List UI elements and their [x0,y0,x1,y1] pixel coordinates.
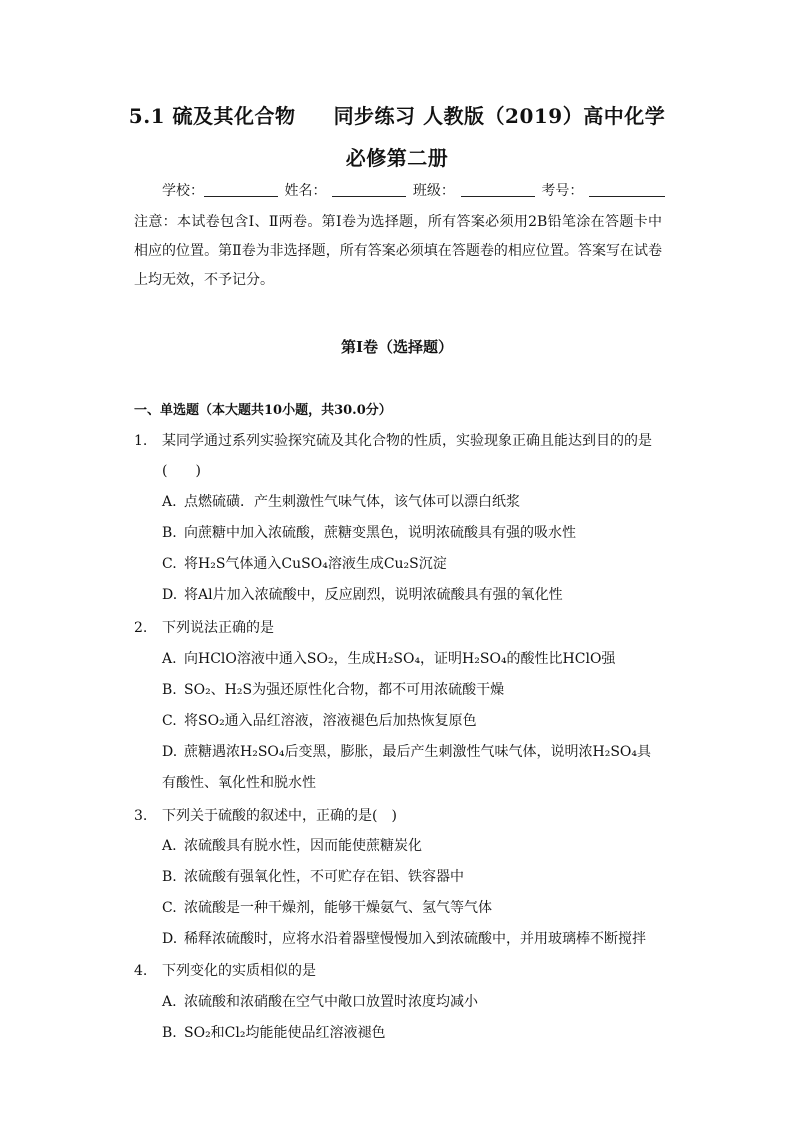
question-4 [134,956,662,986]
option-letter: B. [162,1025,177,1041]
option-letter: B. [162,682,177,698]
q1-option-a[interactable] [162,487,662,518]
option-letter: A. [162,838,177,854]
option-text: 浓硫酸和浓硝酸在空气中敞口放置时浓度均减小 [184,994,478,1010]
q2-option-b[interactable] [162,675,662,706]
option-text: 向HClO溶液中通入SO₂，生成H₂SO₄，证明H₂SO₄的酸性比HClO强 [184,651,616,667]
school-field [162,180,280,200]
question-stem: 下列变化的实质相似的是 [162,963,316,979]
option-text: 向蔗糖中加入浓硫酸，蔗糖变黑色，说明浓硫酸具有强的吸水性 [184,525,576,541]
q3-option-a[interactable] [162,831,662,862]
part-title: 一、单选题（本大题共10小题，共30.0分） [134,403,392,418]
option-text: 浓硫酸具有脱水性，因而能使蔗糖炭化 [184,838,422,854]
q1-option-c[interactable] [162,549,662,580]
option-text: 将Al片加入浓硫酸中，反应剧烈，说明浓硫酸具有强的氧化性 [184,587,563,603]
q3-option-c[interactable] [162,893,662,924]
name-blank[interactable] [332,182,406,197]
exam-no-blank[interactable] [589,182,665,197]
question-number: 2. [134,620,148,636]
q3-option-d[interactable] [162,924,662,955]
class-blank[interactable] [461,182,535,197]
question-stem: 下列关于硫酸的叙述中，正确的是( ) [162,808,397,824]
q2-option-d[interactable] [162,737,662,799]
name-field [284,180,408,200]
question-number: 3. [134,808,148,824]
name-label: 姓名： [284,183,327,199]
q4-option-a[interactable] [162,987,662,1018]
option-letter: B. [162,869,177,885]
question-2 [134,613,662,643]
title-topic: 5.1 硫及其化合物 [128,104,296,128]
page-title-line2: 必修第二册 [345,146,449,170]
question-3 [134,801,662,831]
option-text: 将SO₂通入品红溶液，溶液褪色后加热恢复原色 [184,713,477,729]
q1-option-b[interactable] [162,518,662,549]
q2-option-a[interactable] [162,644,662,675]
q3-option-b[interactable] [162,862,662,893]
option-text: 点燃硫磺．产生刺激性气味气体，该气体可以漂白纸浆 [184,494,520,510]
option-letter: B. [162,525,177,541]
option-text: 稀释浓硫酸时，应将水沿着器壁慢慢加入到浓硫酸中，并用玻璃棒不断搅拌 [184,931,646,947]
question-stem: 下列说法正确的是 [162,620,274,636]
option-text: 浓硫酸有强氧化性，不可贮存在铝、铁容器中 [184,869,464,885]
option-text: SO₂、H₂S为强还原性化合物，都不可用浓硫酸干燥 [184,682,505,698]
option-letter: C. [162,900,177,916]
option-letter: A. [162,651,177,667]
option-letter: A. [162,994,177,1010]
question-1 [134,426,662,486]
school-blank[interactable] [204,182,278,197]
notice-paragraph: 注意：本试卷包含Ⅰ、Ⅱ两卷。第Ⅰ卷为选择题，所有答案必须用2B铅笔涂在答题卡中相应的位置。第Ⅱ卷为非选择题，所有答案必须填在答题卷的相应位置。答案写在试卷上均无效，不予记分。 [134,214,662,288]
option-letter: C. [162,713,177,729]
option-letter: D. [162,744,178,760]
section-title: 第Ⅰ卷（选择题） [340,338,454,356]
school-label: 学校： [162,183,204,199]
option-text: 蔗糖遇浓H₂SO₄后变黑，膨胀，最后产生刺激性气味气体，说明浓H₂SO₄具有酸性、氧化性和脱水性 [162,744,652,791]
q1-option-d[interactable] [162,580,662,611]
question-number: 4. [134,963,148,979]
q4-option-b[interactable] [162,1018,662,1049]
option-letter: D. [162,931,178,947]
class-field [413,180,537,200]
option-letter: D. [162,587,178,603]
option-text: SO₂和Cl₂均能能使品红溶液褪色 [184,1025,386,1041]
title-series: 同步练习 人教版（2019）高中化学 [333,104,666,128]
q2-option-c[interactable] [162,706,662,737]
option-letter: A. [162,494,177,510]
exam-no-field [541,180,667,200]
option-text: 将H₂S气体通入CuSO₄溶液生成Cu₂S沉淀 [184,556,447,572]
page-title-line1 [100,100,694,129]
option-letter: C. [162,556,177,572]
option-text: 浓硫酸是一种干燥剂，能够干燥氨气、氢气等气体 [184,900,492,916]
question-stem: 某同学通过系列实验探究硫及其化合物的性质，实验现象正确且能达到目的的是( ) [162,433,652,479]
exam-no-label: 考号： [541,183,584,199]
student-info-row [162,180,667,200]
class-label: 班级： [412,183,455,199]
question-number: 1. [134,433,148,449]
